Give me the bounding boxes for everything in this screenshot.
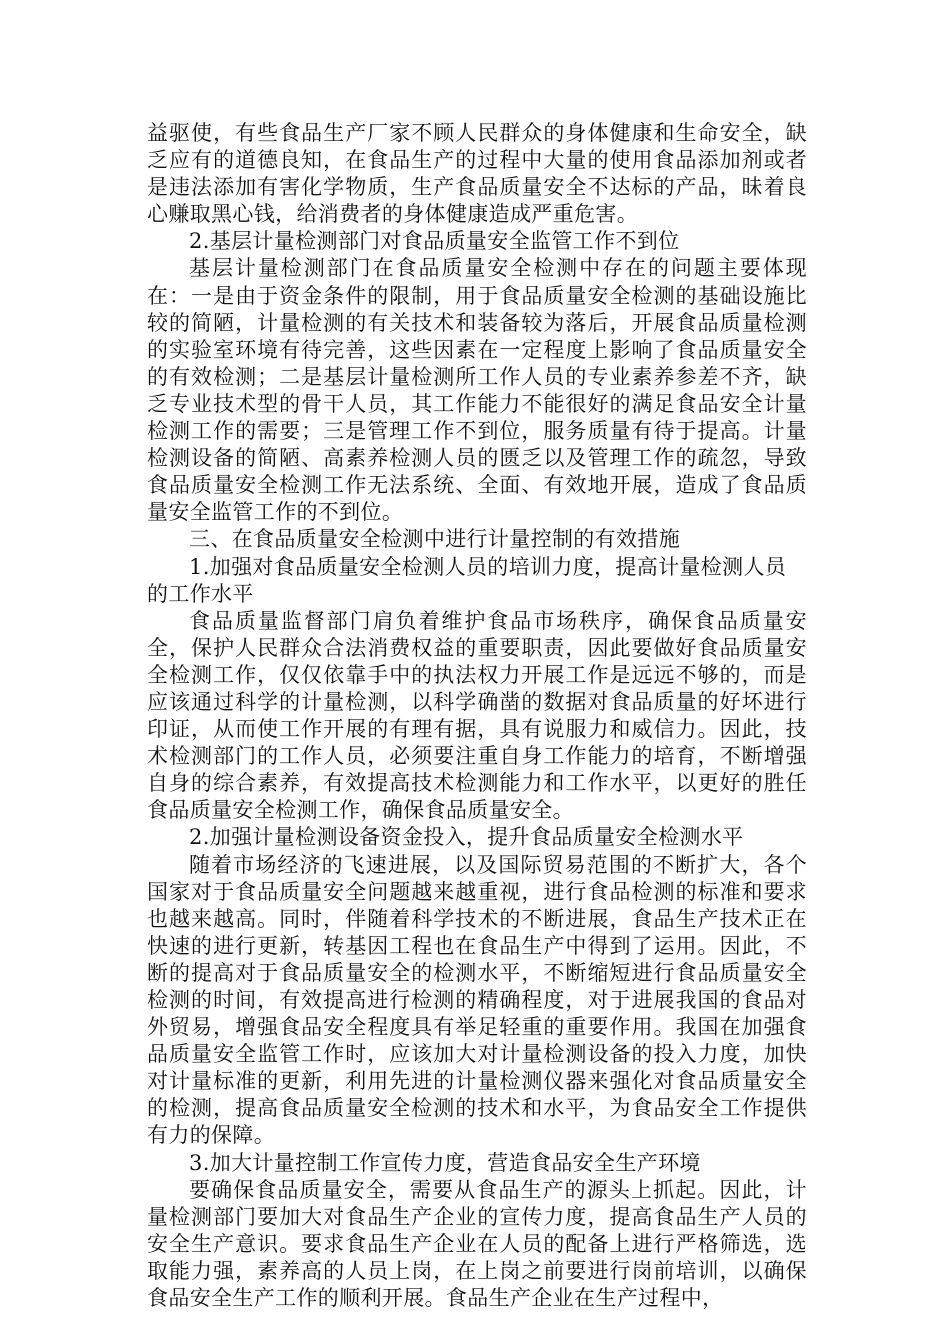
paragraph: 食品质量监督部门肩负着维护食品市场秩序，确保食品质量安全，保护人民群众合法消费权益的重要职责，因此要做好食品质量安全检测工作，仅仅依靠手中的执法权力开展工作是远远不够的，而是应该通过科学的计量检测，以科学确凿的数据对食品质量的好坏进行印证，从而使工作开展的有理有据，具有说服力和威信力。因此，技术检测部门的工作人员，必须要注重自身工作能力的培育，不断增强自身的综合素养，有效提高技术检测能力和工作水平，以更好的胜任食品质量安全检测工作，确保食品质量安全。 (147, 608, 807, 823)
section-heading: 1.加强对食品质量安全检测人员的培训力度，提高计量检测人员的工作水平 (147, 554, 787, 606)
section-heading: 3.加大计量控制工作宣传力度，营造食品安全生产环境 (189, 1150, 701, 1175)
section-heading: 2.基层计量检测部门对食品质量安全监管工作不到位 (189, 229, 680, 254)
paragraph: 要确保食品质量安全，需要从食品生产的源头上抓起。因此，计量检测部门要加大对食品生产企业的宣传力度，提高食品生产人员的安全生产意识。要求食品生产企业在人员的配备上进行严格筛选，选取能力强，素养高的人员上岗，在上岗之前要进行岗前培训，以确保食品安全生产工作的顺利开展。食品生产企业在生产过程中， (147, 1177, 807, 1311)
section-heading: 2.加强计量检测设备资金投入，提升食品质量安全检测水平 (189, 825, 744, 850)
document-page (147, 120, 807, 1312)
section-heading: 三、在食品质量安全检测中进行计量控制的有效措施 (189, 527, 681, 552)
paragraph-continued: 益驱使，有些食品生产厂家不顾人民群众的身体健康和生命安全，缺乏应有的道德良知，在食品生产的过程中大量的使用食品添加剂或者是违法添加有害化学物质，生产食品质量安全不达标的产品，昧着良心赚取黑心钱，给消费者的身体健康造成严重危害。 (147, 121, 807, 227)
paragraph: 随着市场经济的飞速进展，以及国际贸易范围的不断扩大，各个国家对于食品质量安全问题越来越重视，进行食品检测的标准和要求也越来越高。同时，伴随着科学技术的不断进展，食品生产技术正在快速的进行更新，转基因工程也在食品生产中得到了运用。因此，不断的提高对于食品质量安全的检测水平，不断缩短进行食品质量安全检测的时间，有效提高进行检测的精确程度，对于进展我国的食品对外贸易，增强食品安全程度具有举足轻重的重要作用。我国在加强食品质量安全监管工作时，应该加大对计量检测设备的投入力度，加快对计量标准的更新，利用先进的计量检测仪器来强化对食品质量安全的检测，提高食品质量安全检测的技术和水平，为食品安全工作提供有力的保障。 (147, 852, 807, 1148)
paragraph: 基层计量检测部门在食品质量安全检测中存在的问题主要体现在：一是由于资金条件的限制，用于食品质量安全检测的基础设施比较的简陋，计量检测的有关技术和装备较为落后，开展食品质量检测的实验室环境有待完善，这些因素在一定程度上影响了食品质量安全的有效检测；二是基层计量检测所工作人员的专业素养参差不齐，缺乏专业技术型的骨干人员，其工作能力不能很好的满足食品安全计量检测工作的需要；三是管理工作不到位，服务质量有待于提高。计量检测设备的简陋、高素养检测人员的匮乏以及管理工作的疏忽，导致食品质量安全检测工作无法系统、全面、有效地开展，造成了食品质量安全监管工作的不到位。 (147, 256, 807, 525)
